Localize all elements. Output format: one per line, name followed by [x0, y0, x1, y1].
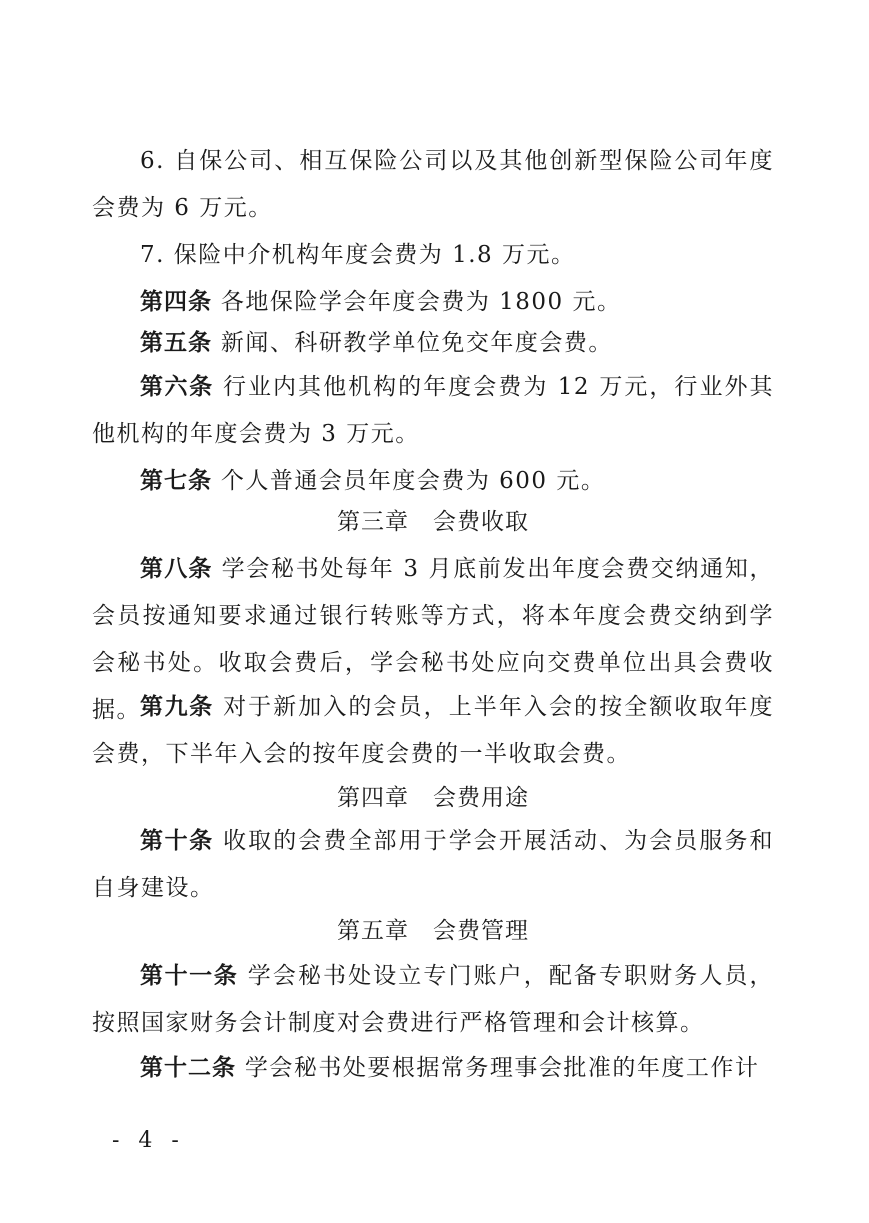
chapter-3-heading: 第三章 会费收取 — [337, 509, 529, 535]
article-9 — [92, 684, 774, 778]
article-4 — [92, 279, 774, 326]
article-5 — [92, 320, 774, 367]
article-label: 第五条 — [140, 330, 212, 356]
article-text: 新闻、科研教学单位免交年度会费。 — [220, 330, 613, 356]
paragraph-item-6 — [92, 138, 774, 232]
article-text: 各地保险学会年度会费为 1800 元。 — [220, 289, 622, 315]
paragraph-text: 7. 保险中介机构年度会费为 1.8 万元。 — [140, 242, 576, 268]
article-label: 第九条 — [140, 694, 214, 720]
article-text: 行业内其他机构的年度会费为 12 万元，行业外其他机构的年度会费为 3 万元。 — [92, 374, 775, 447]
chapter-4-heading: 第四章 会费用途 — [337, 785, 529, 811]
chapter-5-heading: 第五章 会费管理 — [337, 918, 529, 944]
article-text: 学会秘书处设立专门账户，配备专职财务人员，按照国家财务会计制度对会费进行严格管理和会计核算。 — [92, 963, 775, 1036]
article-label: 第十二条 — [140, 1055, 236, 1081]
article-10 — [92, 818, 774, 912]
article-12 — [92, 1045, 774, 1092]
article-text: 对于新加入的会员，上半年入会的按全额收取年度会费，下半年入会的按年度会费的一半收取会费。 — [92, 694, 775, 767]
article-text: 个人普通会员年度会费为 600 元。 — [220, 468, 606, 494]
article-text: 学会秘书处要根据常务理事会批准的年度工作计 — [244, 1055, 760, 1081]
article-label: 第四条 — [140, 289, 212, 315]
article-label: 第八条 — [140, 556, 213, 582]
article-label: 第七条 — [140, 468, 212, 494]
page-number: - 4 - — [112, 1128, 185, 1153]
article-label: 第十一条 — [140, 963, 239, 989]
article-text: 学会秘书处每年 3 月底前发出年度会费交纳通知，会员按通知要求通过银行转账等方式，将本年度会费交纳到学会秘书处。收取会费后，学会秘书处应向交费单位出具会费收据。 — [92, 556, 775, 723]
paragraph-item-7 — [92, 232, 774, 279]
article-label: 第六条 — [140, 374, 214, 400]
paragraph-text: 6. 自保公司、相互保险公司以及其他创新型保险公司年度会费为 6 万元。 — [92, 148, 774, 221]
article-11 — [92, 953, 774, 1047]
article-label: 第十条 — [140, 828, 214, 854]
article-6 — [92, 364, 774, 458]
article-7 — [92, 458, 774, 505]
article-text: 收取的会费全部用于学会开展活动、为会员服务和自身建设。 — [92, 828, 775, 901]
